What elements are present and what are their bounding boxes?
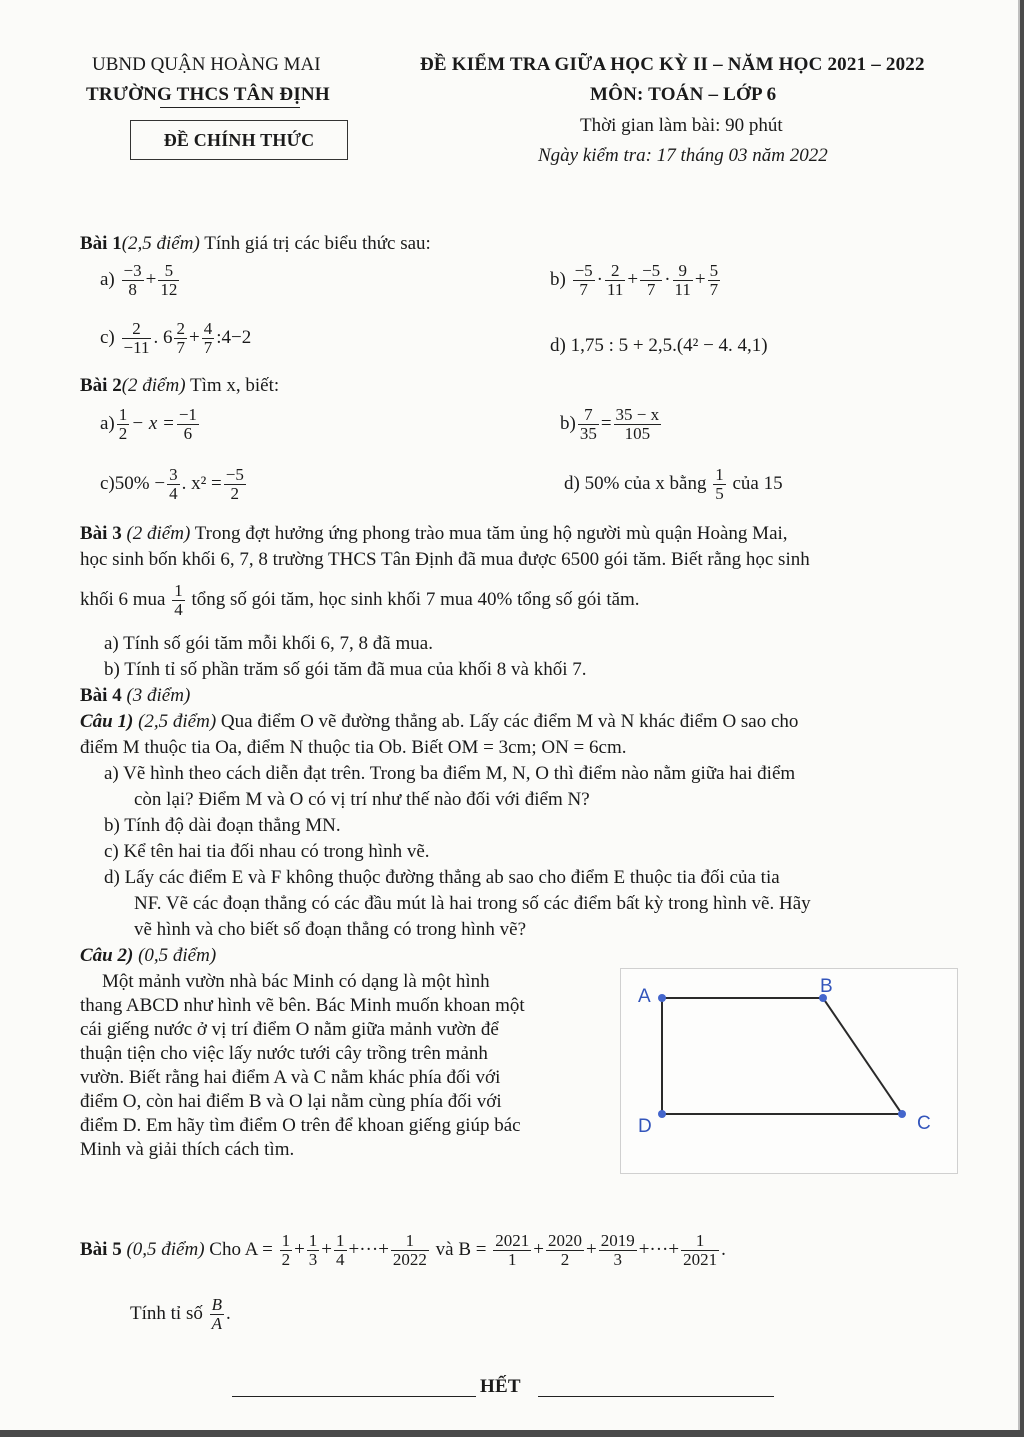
expr-part: 50% của x bằng	[584, 472, 707, 494]
expr-part: . 6	[153, 326, 173, 348]
numerator: 1	[715, 465, 724, 484]
trapezoid-figure	[620, 968, 958, 1174]
ellipsis: +···+	[348, 1238, 389, 1260]
fraction	[280, 1232, 293, 1269]
exam-date: Ngày kiểm tra: 17 tháng 03 năm 2022	[538, 145, 828, 166]
cau2-line: điểm O, còn hai điểm B và O lại nằm cùng phía đối với	[80, 1091, 502, 1112]
label-b: B	[820, 976, 833, 997]
numerator: −5	[225, 465, 244, 484]
bai4-points: (3 điểm)	[126, 685, 191, 706]
bai2-prompt: Tìm x, biết:	[189, 375, 280, 396]
operator: +	[145, 268, 157, 290]
bai3-b: b) Tính tỉ số phần trăm số gói tăm đã mua của khối 8 và khối 7.	[104, 659, 587, 680]
bai1-points: (2,5 điểm)	[121, 233, 200, 254]
bai2-points: (2 điểm)	[121, 375, 186, 396]
school-underline	[160, 107, 300, 108]
cau2-line: Một mảnh vườn nhà bác Minh có dạng là một hình	[102, 971, 490, 992]
denominator: 3	[613, 1250, 622, 1269]
denominator: 7	[176, 338, 185, 357]
cau2-line: điểm D. Em hãy tìm điểm O trên để khoan giếng giúp bác	[80, 1115, 521, 1136]
numerator: 2020	[547, 1231, 582, 1250]
numerator: 2	[176, 319, 185, 338]
bai1-c-label: c)	[100, 326, 115, 348]
numerator: 1	[336, 1231, 345, 1250]
bai2-c	[100, 466, 248, 503]
expr-part: 50% −	[114, 472, 166, 494]
label-d: D	[638, 1116, 652, 1137]
bai1-a-label: a)	[100, 268, 115, 290]
bai2-a-label: a)	[100, 412, 115, 434]
bai1-heading	[80, 232, 431, 256]
expr-part: . x² =	[181, 472, 222, 494]
expr-part: :4−2	[216, 326, 252, 348]
denominator: 4	[336, 1250, 345, 1269]
bai4-d2: NF. Vẽ các đoạn thẳng có các đầu mút là hai trong số các điểm bất kỳ trong hình vẽ. Hãy	[134, 893, 811, 914]
operator: +	[188, 326, 200, 348]
denominator: 2	[118, 424, 128, 443]
label-a: A	[638, 986, 651, 1007]
denominator: 2	[560, 1250, 570, 1269]
fraction	[573, 262, 595, 299]
fraction	[681, 1232, 719, 1269]
operator: =	[600, 412, 612, 434]
fraction	[122, 320, 152, 357]
numerator: 5	[158, 262, 179, 281]
numerator: 2	[605, 262, 625, 281]
bai2-a	[100, 406, 201, 443]
bai5-text: Cho A =	[209, 1238, 273, 1260]
label-c: C	[917, 1113, 931, 1134]
fraction	[391, 1232, 429, 1269]
denominator: 4	[169, 484, 178, 503]
numerator: 1	[174, 581, 183, 600]
denominator: 2021	[683, 1250, 718, 1269]
denominator: 35	[579, 424, 597, 443]
numerator: 2019	[600, 1231, 635, 1250]
bai4-d3: vẽ hình và cho biết số đoạn thẳng có trong hình vẽ?	[134, 919, 527, 940]
bai5-text: và B =	[435, 1238, 487, 1260]
denominator: 8	[128, 280, 137, 299]
school-name: TRƯỜNG THCS TÂN ĐỊNH	[86, 84, 330, 105]
numerator: 3	[169, 465, 178, 484]
denominator: 105	[624, 424, 651, 443]
expr-part: − x =	[131, 412, 175, 434]
denominator: A	[211, 1314, 222, 1333]
numerator: 1	[391, 1232, 429, 1251]
denominator: 1	[508, 1250, 517, 1269]
bai3-text: khối 6 mua	[80, 588, 166, 610]
cau2-points: (0,5 điểm)	[138, 945, 217, 966]
denominator: 2022	[392, 1250, 427, 1269]
denominator: 3	[308, 1250, 318, 1269]
cau2-line: Minh và giải thích cách tìm.	[80, 1139, 295, 1160]
fraction	[177, 406, 199, 443]
numerator: 2021	[495, 1231, 530, 1250]
denominator: 7	[579, 280, 588, 299]
expr-part: của 15	[732, 472, 783, 494]
fraction	[117, 406, 130, 443]
fraction	[122, 262, 144, 299]
fraction	[334, 1232, 347, 1269]
end-line-left	[232, 1396, 476, 1397]
denominator: 4	[174, 600, 183, 619]
numerator: 5	[709, 261, 719, 280]
denominator: 2	[230, 484, 240, 503]
official-exam-box	[130, 120, 348, 160]
fraction	[578, 406, 599, 443]
denominator: 5	[715, 484, 724, 503]
fraction	[640, 262, 662, 299]
bai5-ratio: Tính tỉ số $\frac{B}{A}$ .	[130, 1295, 231, 1333]
cau2-line: thuận tiện cho việc lấy nước tưới cây trồng trên mảnh	[80, 1043, 488, 1064]
numerator: 1	[118, 405, 128, 424]
bai5-text: Tính tỉ số	[130, 1302, 203, 1324]
bai3-line2: học sinh bốn khối 6, 7, 8 trường THCS Tân Định đã mua được 6500 gói tăm. Biết rằng học sinh	[80, 549, 810, 570]
bai3-points: (2 điểm)	[126, 523, 191, 544]
denominator: 11	[607, 280, 624, 299]
end-label: HẾT	[480, 1376, 521, 1397]
numerator: −5	[642, 261, 661, 280]
bai1-d-label: d)	[550, 335, 566, 356]
cau2-paragraph	[80, 970, 600, 1162]
exam-duration: Thời gian làm bài: 90 phút	[580, 115, 783, 136]
bai3-text: tổng số gói tăm, học sinh khối 7 mua 40% tổng số gói tăm.	[191, 588, 640, 610]
bai2-b	[560, 406, 663, 443]
bai3-a: a) Tính số gói tăm mỗi khối 6, 7, 8 đã mua.	[104, 633, 433, 654]
bai4-b: b) Tính độ dài đoạn thẳng MN.	[104, 815, 341, 836]
denominator: 11	[674, 280, 691, 299]
bai5-line1: Bài 5 (0,5 điểm) Cho A = $\frac{1}{2}$ + $\frac{1}{3}$ + $\frac{1}{4}$ +···+ $\frac{1}{2022}$ và B = $\frac{2021}{1}$ + $\frac{2020}{2}$ + $\frac{2019}{3}$ +···+ $\frac{1}{2021}$ .	[80, 1231, 726, 1269]
numerator: 9	[673, 262, 693, 281]
fraction	[599, 1232, 637, 1269]
fraction	[307, 1232, 320, 1269]
numerator: 4	[203, 319, 213, 338]
bai5-points: (0,5 điểm)	[126, 1238, 205, 1260]
denominator: 2	[281, 1250, 291, 1269]
cau1-text: Qua điểm O vẽ đường thẳng ab. Lấy các điểm M và N khác điểm O sao cho	[220, 711, 799, 732]
fraction	[546, 1232, 584, 1269]
bai1-prompt: Tính giá trị các biểu thức sau:	[204, 233, 431, 254]
numerator: 1	[281, 1231, 291, 1250]
denominator: 7	[646, 280, 656, 299]
district-name: UBND QUẬN HOÀNG MAI	[92, 54, 321, 75]
fraction	[614, 406, 662, 443]
bai2-title: Bài 2	[80, 375, 122, 396]
bai1-title: Bài 1	[80, 233, 122, 254]
bai1-b: b) $\frac{-5}{7}$ · $\frac{2}{11}$ + $\frac{-5}{7}$ · $\frac{9}{11}$ + $\frac{5}{7}$	[550, 261, 719, 299]
fraction	[708, 262, 721, 299]
numerator: 2	[122, 320, 152, 339]
bai4-cau2-heading	[80, 944, 216, 968]
cau2-line: cái giếng nước ở vị trí điểm O nằm giữa mảnh vườn để	[80, 1019, 499, 1040]
bai1-d	[550, 334, 768, 358]
numerator: 1	[681, 1232, 719, 1251]
bai1-b-label: b)	[550, 268, 566, 290]
fraction	[224, 466, 246, 503]
bai2-c-label: c)	[100, 472, 115, 494]
bai2-d-label: d)	[564, 472, 580, 494]
cau1-points: (2,5 điểm)	[138, 711, 217, 732]
bai4-cau1-line2: điểm M thuộc tia Oa, điểm N thuộc tia Ob. Biết OM = 3cm; ON = 6cm.	[80, 737, 627, 758]
fraction	[167, 466, 180, 503]
fraction	[158, 262, 179, 299]
fraction	[172, 582, 185, 619]
bai3-title: Bài 3	[80, 523, 122, 544]
bai4-heading	[80, 684, 190, 708]
bai4-a1: a) Vẽ hình theo cách diễn đạt trên. Trong ba điểm M, N, O thì điểm nào nằm giữa hai điểm	[104, 763, 796, 784]
bai2-b-label: b)	[560, 412, 576, 434]
numerator: −1	[178, 405, 197, 424]
bai4-cau1-line1	[80, 710, 798, 734]
numerator: B	[211, 1295, 222, 1314]
bai5-title: Bài 5	[80, 1238, 122, 1260]
bai4-title: Bài 4	[80, 685, 122, 706]
denominator: 7	[709, 280, 719, 299]
bai4-a2: còn lại? Điểm M và O có vị trí như thế nào đối với điểm N?	[134, 789, 590, 810]
numerator: 35 − x	[615, 405, 660, 424]
bai3-line1	[80, 522, 788, 546]
fraction	[673, 262, 693, 299]
point-d	[658, 1110, 666, 1118]
point-c	[898, 1110, 906, 1118]
bai3-text: Trong đợt hưởng ứng phong trào mua tăm ủng hộ người mù quận Hoàng Mai,	[194, 523, 788, 544]
bai1-d-expr: 1,75 : 5 + 2,5.(4² − 4. 4,1)	[570, 335, 768, 356]
exam-title: ĐỀ KIỂM TRA GIỮA HỌC KỲ II – NĂM HỌC 2021 – 2022	[420, 54, 925, 75]
ellipsis: +···+	[638, 1238, 680, 1260]
bai2-heading	[80, 374, 279, 398]
cau2-line: vườn. Biết rằng hai điểm A và C nằm khác phía đối với	[80, 1067, 501, 1088]
subject-title: MÔN: TOÁN – LỚP 6	[590, 84, 777, 105]
fraction	[202, 320, 215, 357]
bai4-d1: d) Lấy các điểm E và F không thuộc đường thẳng ab sao cho điểm E thuộc tia đối của tia	[104, 867, 780, 888]
fraction	[210, 1296, 224, 1333]
fraction	[605, 262, 625, 299]
denominator: 6	[183, 424, 193, 443]
numerator: 1	[308, 1231, 318, 1250]
end-line-right	[538, 1396, 774, 1397]
denominator: 12	[160, 280, 178, 299]
point-a	[658, 994, 666, 1002]
bai1-c	[100, 320, 251, 357]
cau1-title: Câu 1)	[80, 711, 134, 732]
denominator: −11	[123, 338, 150, 357]
denominator: 7	[203, 338, 213, 357]
fraction	[713, 466, 726, 503]
bai4-c: c) Kể tên hai tia đối nhau có trong hình vẽ.	[104, 841, 430, 862]
cau2-line: thang ABCD như hình vẽ bên. Bác Minh muốn khoan một	[80, 995, 525, 1016]
bai1-a	[100, 262, 181, 299]
figure-frame	[621, 969, 958, 1174]
cau2-title: Câu 2)	[80, 945, 134, 966]
bai3-line3	[80, 582, 640, 619]
official-exam-label: ĐỀ CHÍNH THỨC	[163, 130, 315, 150]
fraction	[493, 1232, 531, 1269]
numerator: 7	[578, 406, 599, 425]
fraction	[174, 320, 187, 357]
numerator: −3	[123, 261, 142, 280]
bai2-d	[564, 466, 783, 503]
numerator: −5	[574, 261, 593, 280]
